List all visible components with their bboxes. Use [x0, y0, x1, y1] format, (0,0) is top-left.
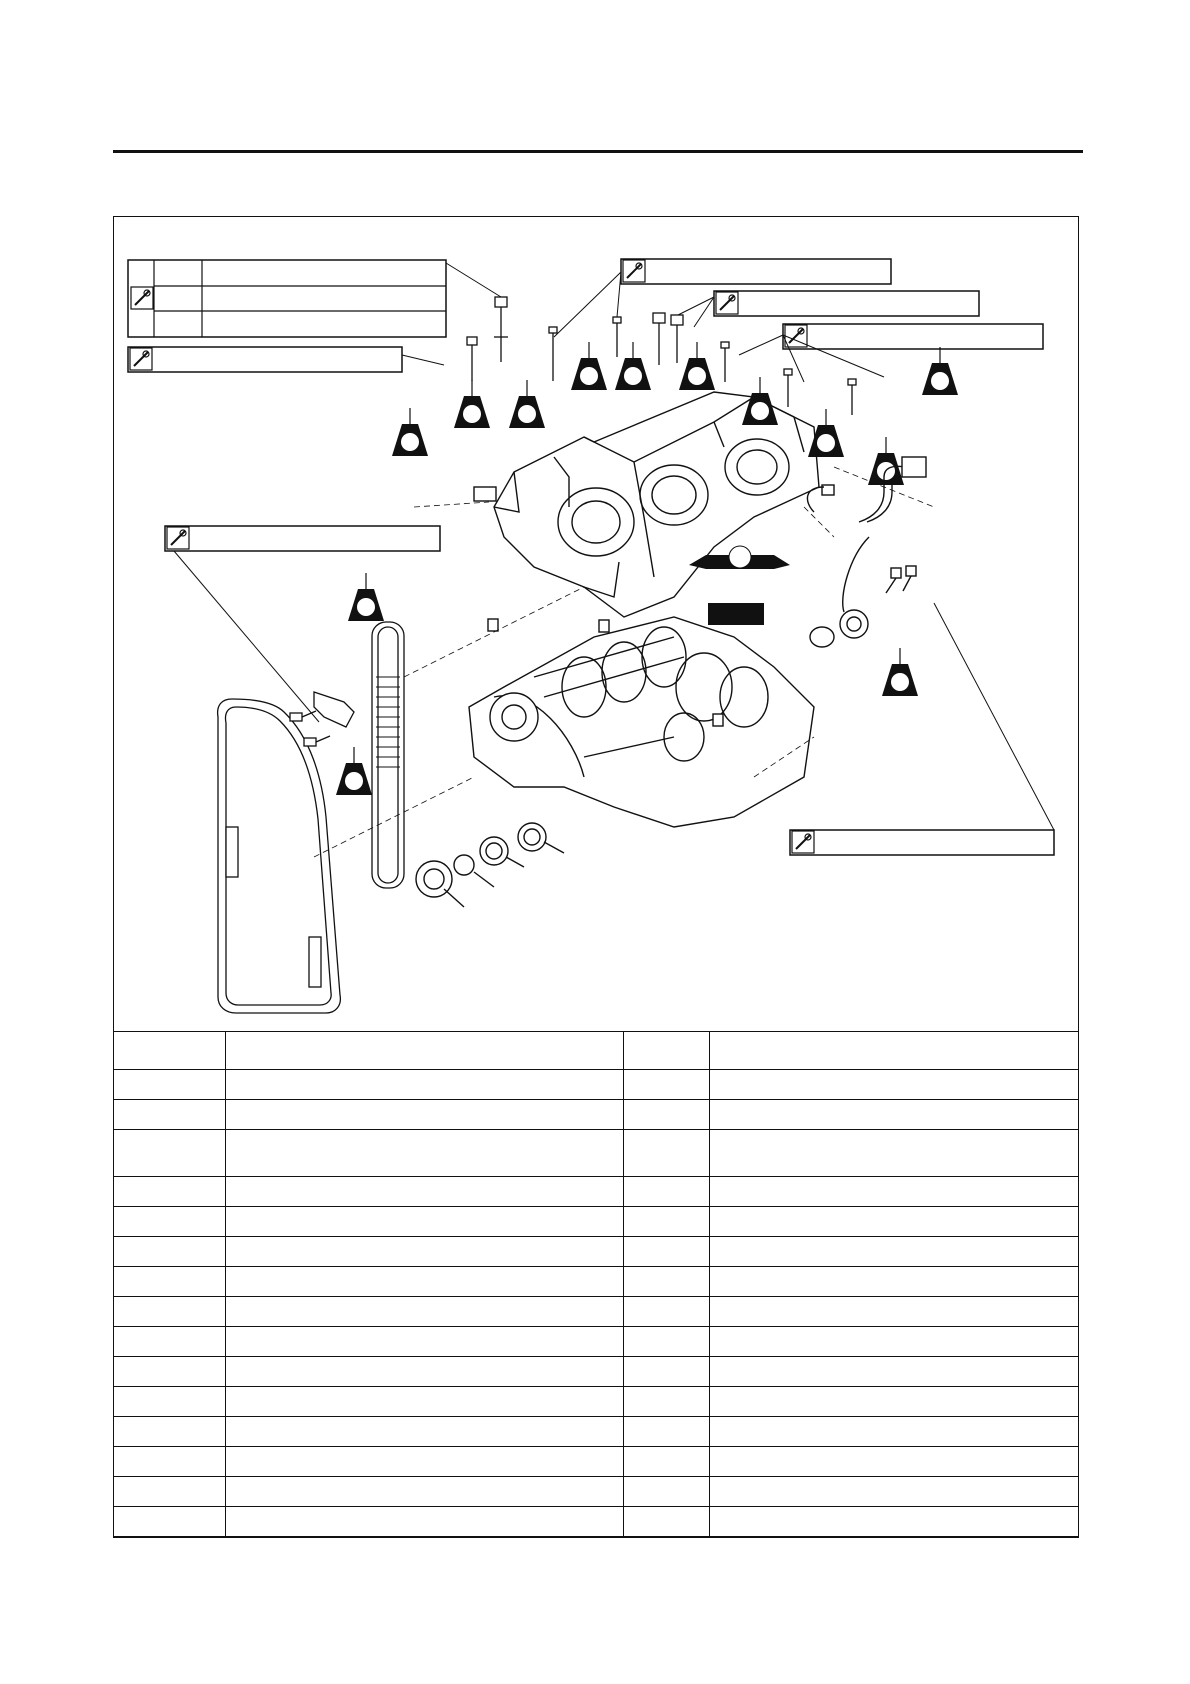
table-row — [114, 1237, 1079, 1267]
table-row — [114, 1267, 1079, 1297]
header-rule — [113, 150, 1083, 153]
cam-chain — [372, 622, 404, 888]
chain-guide — [290, 692, 354, 746]
table-row — [114, 1297, 1079, 1327]
table-row — [114, 1177, 1079, 1207]
table-row — [114, 1070, 1079, 1100]
table-row — [114, 1100, 1079, 1130]
table-row — [114, 1130, 1079, 1177]
parts-table — [113, 1031, 1079, 1537]
table-row — [114, 1207, 1079, 1237]
torque-box-bottom-right — [790, 603, 1054, 855]
torque-box-left-middle — [165, 526, 440, 722]
balancer-chain — [218, 699, 341, 1013]
table-row — [114, 1357, 1079, 1387]
table-row — [114, 1032, 1079, 1070]
torque-box-left-bolt — [128, 347, 444, 372]
table-row — [114, 1507, 1079, 1537]
torque-box-triple — [128, 260, 501, 337]
table-row — [114, 1417, 1079, 1447]
table-row — [114, 1387, 1079, 1417]
oil-seal-stack — [416, 823, 564, 907]
table-row — [114, 1477, 1079, 1507]
table-row — [114, 1327, 1079, 1357]
lower-crankcase — [469, 617, 814, 827]
sensor-harness — [807, 457, 926, 647]
torque-box-top-right-1 — [674, 291, 979, 327]
oil-symbols — [689, 546, 790, 625]
exploded-view-frame — [113, 216, 1079, 1538]
table-row — [114, 1447, 1079, 1477]
crankcase-exploded-diagram — [114, 217, 1080, 1031]
